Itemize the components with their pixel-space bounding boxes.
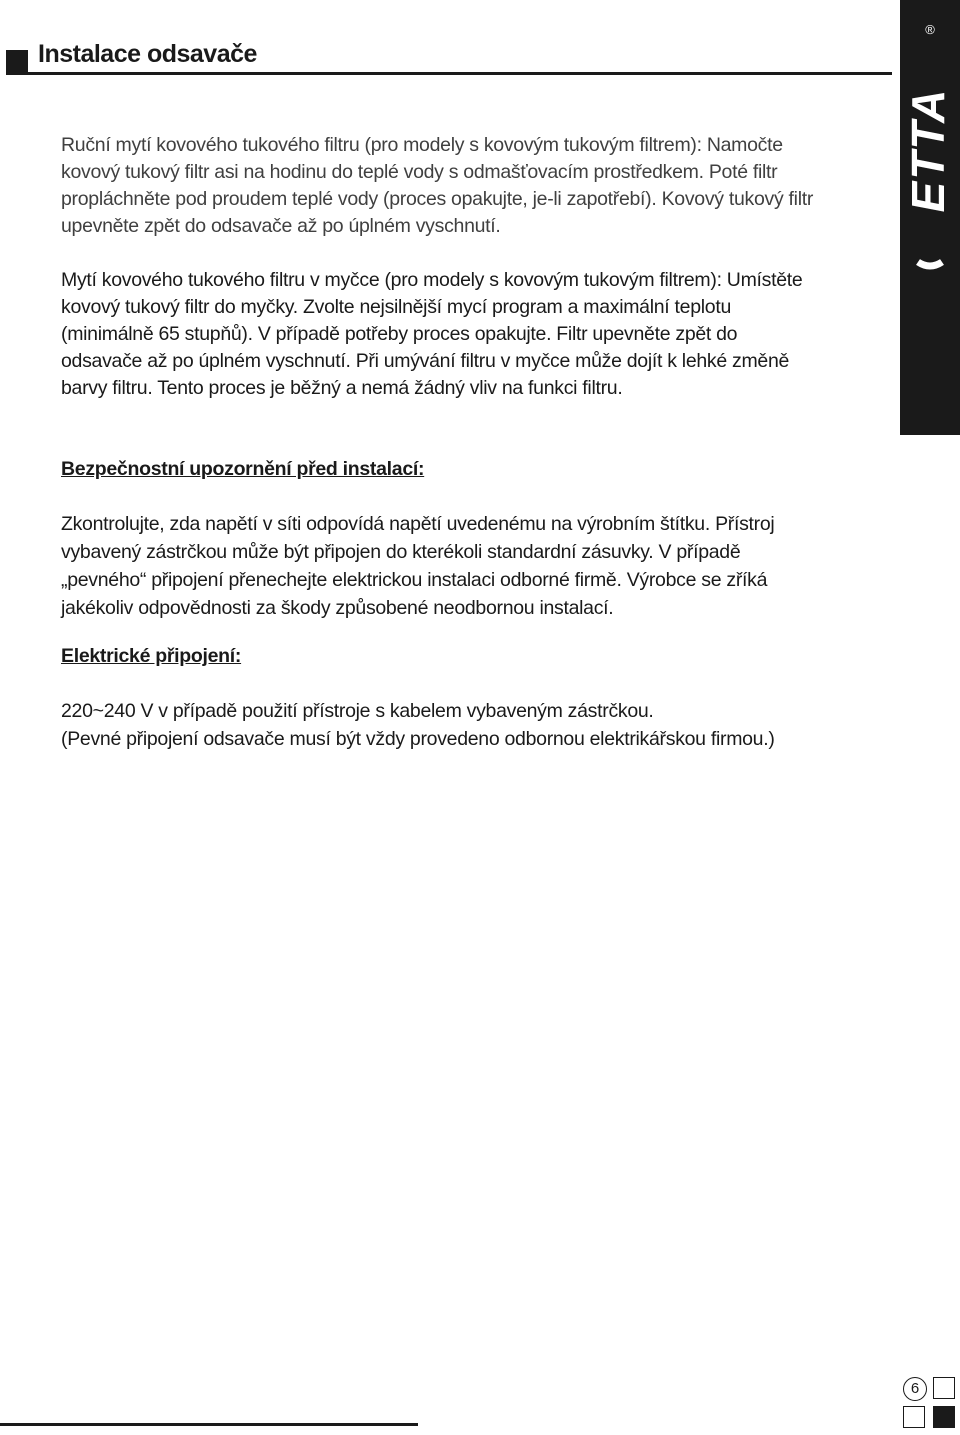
safety-section xyxy=(61,455,821,622)
corner-square-filled xyxy=(933,1406,955,1428)
electrical-line-2: (Pevné připojení odsavače musí být vždy provedeno odbornou elektrikářskou firmou.) xyxy=(61,728,775,750)
registered-mark: ® xyxy=(925,22,935,37)
dishwasher-wash-paragraph: Mytí kovového tukového filtru v myčce (pro modely s kovovým tukovým filtrem): Umístěte kovový tukový filtr do myčky. Zvolte nejsilnější mycí program a maximální teplotu (minimálně 65 stupňů). V případě potřeby proces opakujte. Filtr upevněte zpět do odsavače až po úplném vyschnutí. Při umývání filtru v myčce může dojít k lehké změně barvy filtru. Tento proces je běžný a nemá žádný vliv na funkci filtru. xyxy=(61,269,803,399)
title-marker-square xyxy=(6,50,28,72)
safety-heading: Bezpečnostní upozornění před instalací: xyxy=(61,458,425,480)
title-rule xyxy=(6,72,892,75)
brand-logo-swoosh xyxy=(918,262,942,266)
electrical-section xyxy=(61,642,821,753)
corner-square-outline-bottom xyxy=(903,1406,925,1428)
page-title: Instalace odsavače xyxy=(38,40,257,68)
brand-logo-icon xyxy=(900,0,960,280)
brand-tab xyxy=(900,0,960,435)
corner-square-outline-top xyxy=(933,1377,955,1399)
safety-paragraph: Zkontrolujte, zda napětí v síti odpovídá napětí uvedenému na výrobním štítku. Přístroj vybavený zástrčkou může být připojen do kterékoli standardní zásuvky. V případě „pevného“ připojení přenechejte elektrickou instalaci odborné firmě. Výrobce se zříká jakékoliv odpovědnosti za škody způsobené neodbornou instalací. xyxy=(61,513,775,619)
page-number: 6 xyxy=(903,1377,927,1401)
filter-cleaning-section xyxy=(61,132,821,402)
manual-wash-paragraph: Ruční mytí kovového tukového filtru (pro modely s kovovým tukovým filtrem): Namočte kovový tukový filtr asi na hodinu do teplé vody s odmašťovacím prostředkem. Poté filtr propláchněte pod proudem teplé vody (proces opakujte, je-li zapotřebí). Kovový tukový filtr upevněte zpět do odsavače až po úplném vyschnutí. xyxy=(61,134,814,237)
footer-rule xyxy=(0,1423,418,1426)
electrical-line-1: 220~240 V v případě použití přístroje s kabelem vybaveným zástrčkou. xyxy=(61,700,654,722)
electrical-heading: Elektrické připojení: xyxy=(61,645,242,667)
brand-logo-text: ETTA xyxy=(902,87,954,213)
